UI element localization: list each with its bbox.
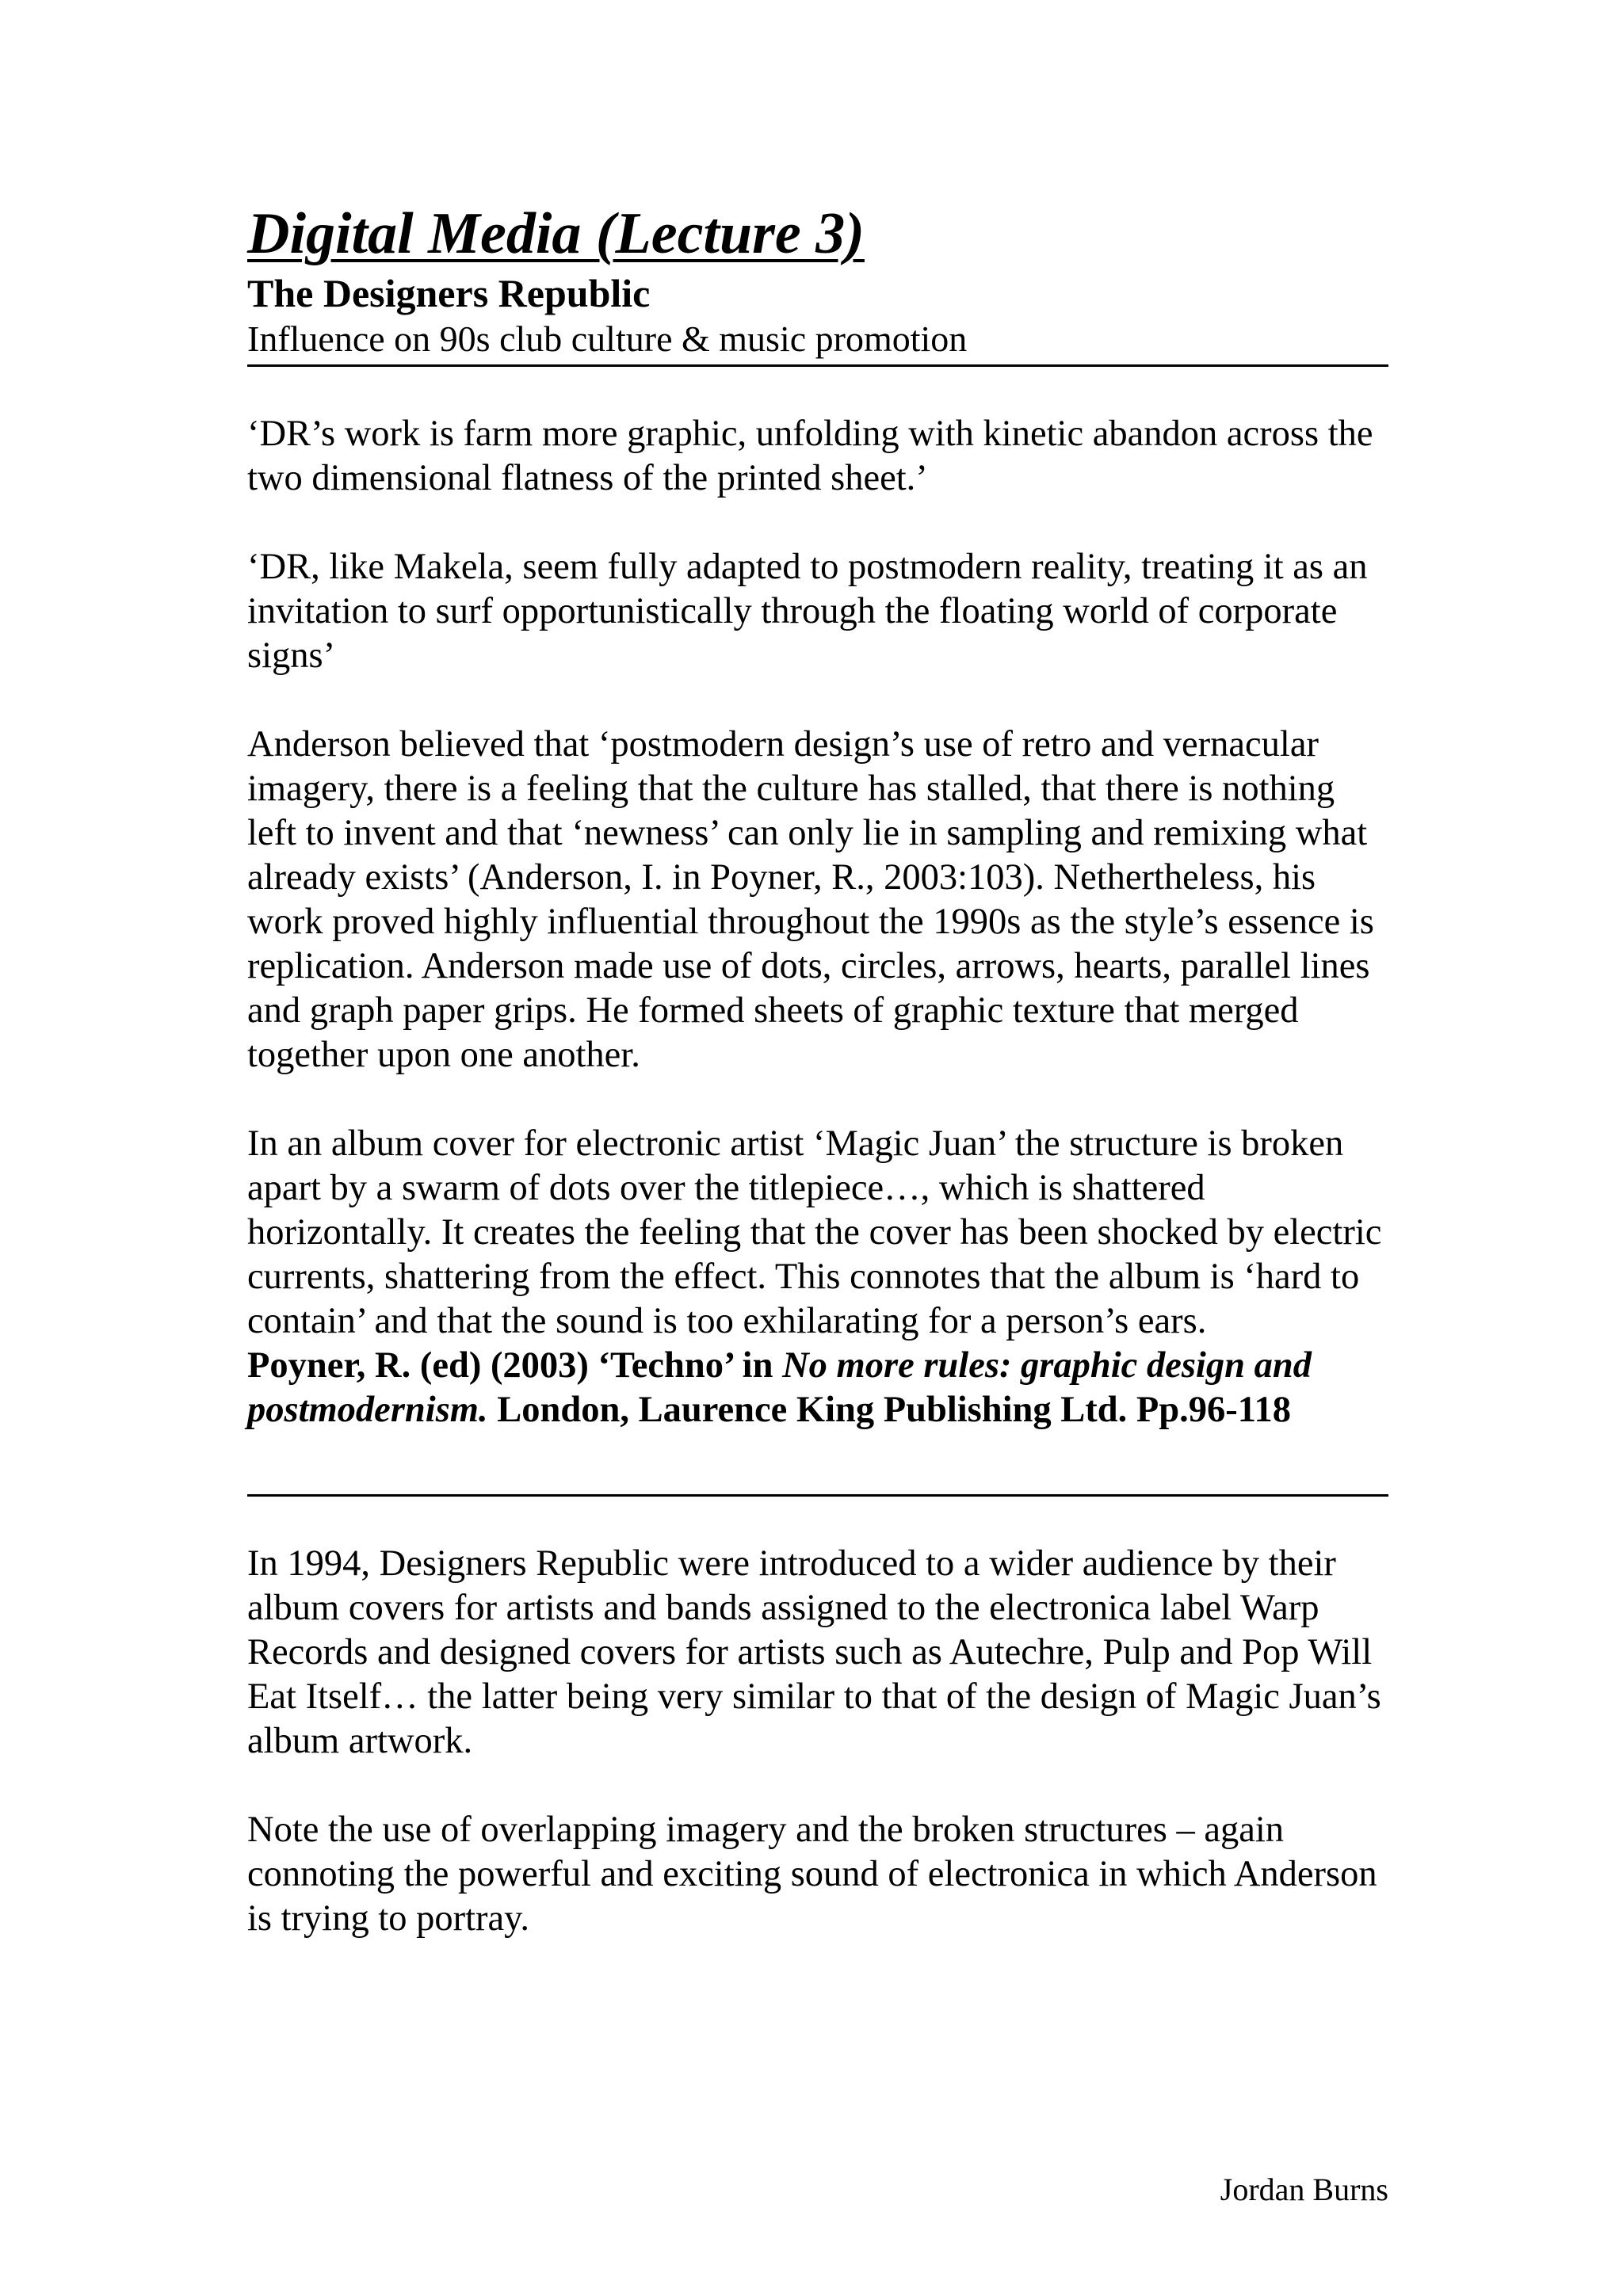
body-paragraph-anderson: Anderson believed that ‘postmodern design’s use of retro and vernacular imagery, there is a feeling that the culture has stalled, that there is nothing left to invent and that ‘newness’ can only lie in sampling and remixing what already exists’ (Anderson, I. in Poyner, R., 2003:103). Nethertheless, his work proved highly influential throughout the 1990s as the style’s essence is replication. Anderson made use of dots, circles, arrows, hearts, parallel lines and graph paper grips. He formed sheets of graphic texture that merged together upon one another.: [247, 724, 1374, 1075]
header-divider: [247, 364, 1388, 367]
document-page: [247, 198, 1388, 1941]
reference-book-title: No more rules: graphic design and postmodernism.: [247, 1345, 1312, 1430]
page-subtitle: The Designers Republic: [247, 271, 651, 315]
quote-paragraph-1: ‘DR’s work is farm more graphic, unfolding with kinetic abandon across the two dimensional flatness of the printed sheet.’: [247, 414, 1373, 498]
quote-paragraph-2: ‘DR, like Makela, seem fully adapted to postmodern reality, treating it as an invitation to surf opportunistically through the floating world of corporate signs’: [247, 547, 1368, 676]
author-name: Jordan Burns: [1220, 2172, 1388, 2207]
reference-tail: London, Laurence King Publishing Ltd. Pp.96-118: [487, 1390, 1291, 1430]
body-paragraph-1994: In 1994, Designers Republic were introduced to a wider audience by their album covers for artists and bands assigned to the electronica label Warp Records and designed covers for artists such as Autechre, Pulp and Pop Will Eat Itself… the latter being very similar to that of the design of Magic Juan’s album artwork.: [247, 1543, 1381, 1761]
page-tagline: Influence on 90s club culture & music promotion: [247, 318, 968, 359]
body-paragraph-magic-juan: In an album cover for electronic artist ‘Magic Juan’ the structure is broken apart by a swarm of dots over the titlepiece…, which is shattered horizontally. It creates the feeling that the cover has been shocked by electric currents, shattering from the effect. This connotes that the album is ‘hard to contain’ and that the sound is too exhilarating for a person’s ears.: [247, 1123, 1382, 1341]
section-divider: [247, 1494, 1388, 1497]
reference-lead: Poyner, R. (ed) (2003) ‘Techno’ in: [247, 1345, 783, 1386]
page-title: Digital Media (Lecture 3): [247, 201, 865, 266]
body-paragraph-note: Note the use of overlapping imagery and the broken structures – again connoting the powerful and exciting sound of electronica in which Anderson is trying to portray.: [247, 1810, 1377, 1939]
reference-citation: [247, 1344, 1388, 1432]
